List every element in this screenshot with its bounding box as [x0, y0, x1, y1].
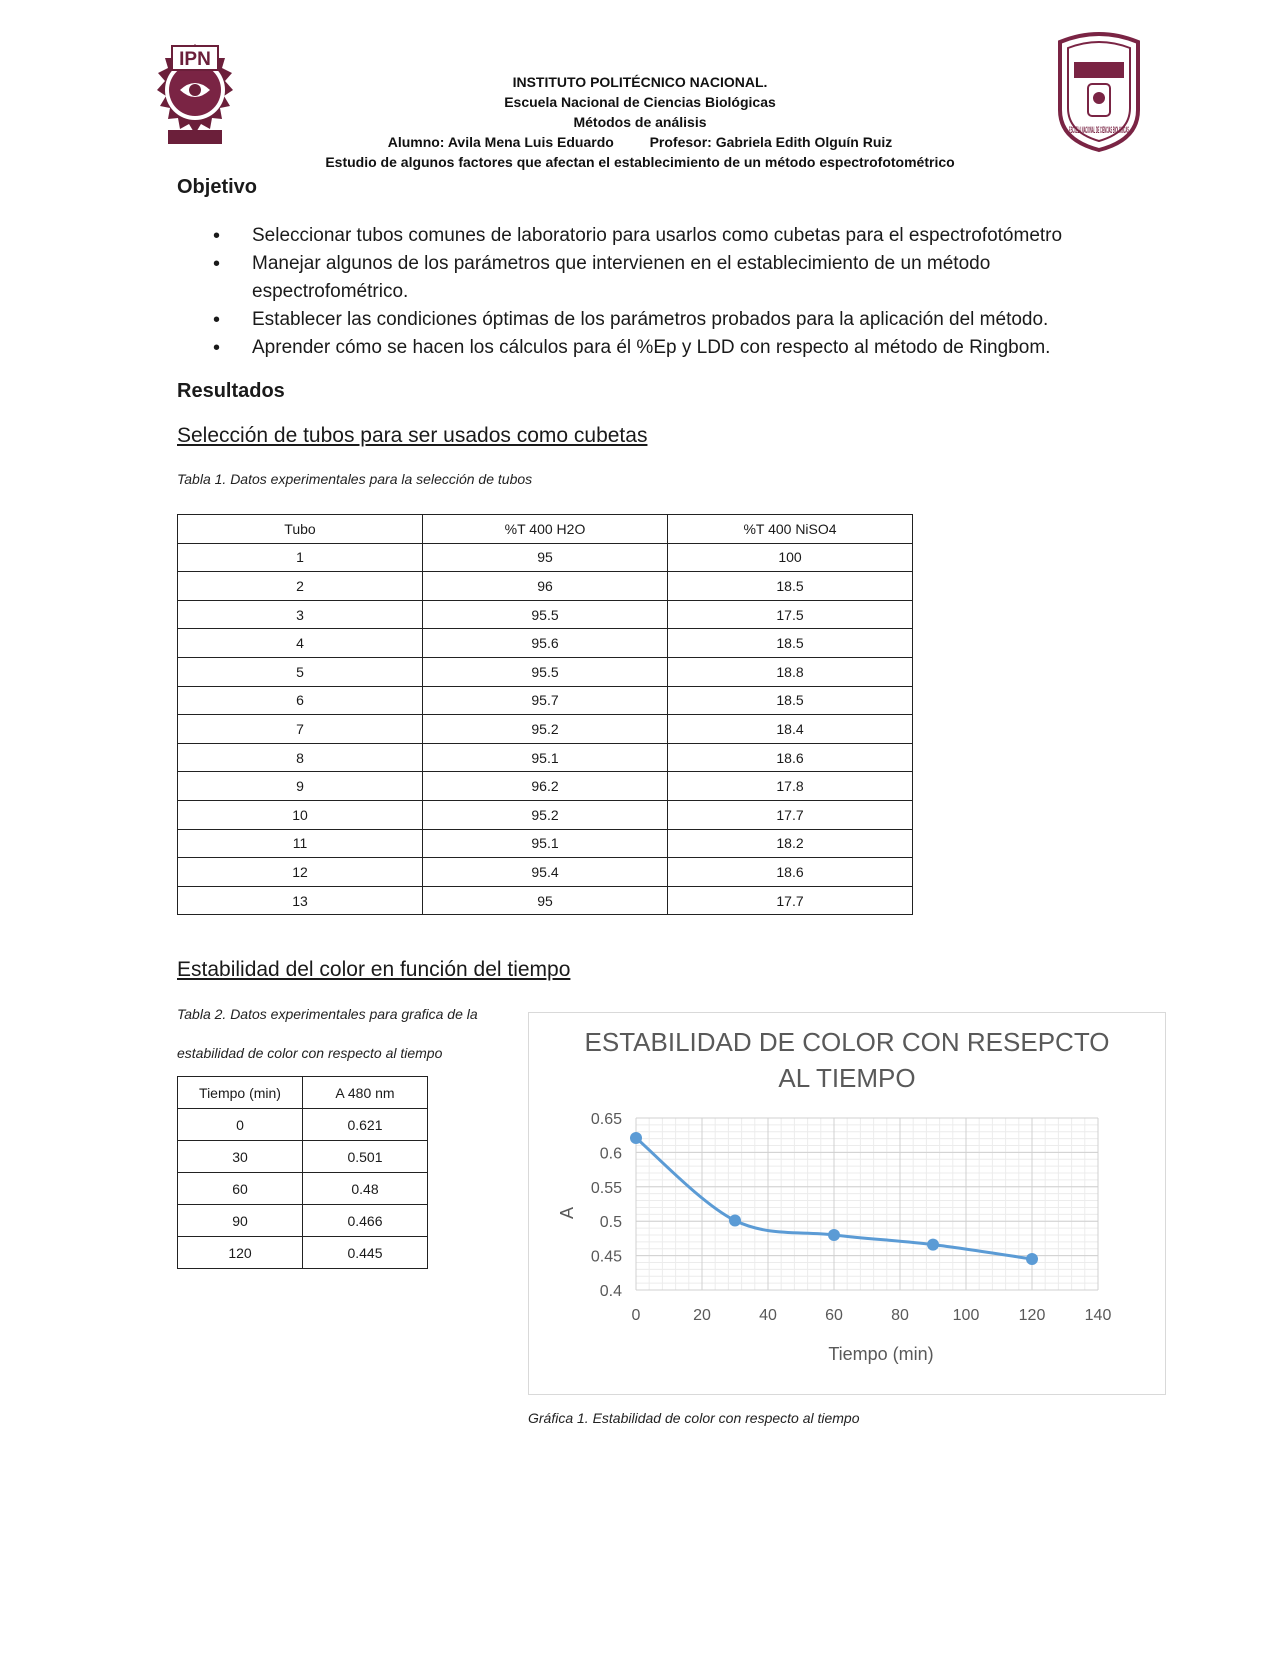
- table-cell: 8: [178, 743, 423, 772]
- logo-text: ESCUELA NACIONAL DE CIENCIAS BIOLOGICAS: [1069, 125, 1129, 135]
- table-cell: 0.445: [303, 1237, 428, 1269]
- y-tick-label: 0.65: [590, 1111, 622, 1128]
- table-cell: 95: [423, 543, 668, 572]
- data-point: [729, 1215, 741, 1227]
- y-axis-label: A: [557, 1206, 577, 1220]
- table-cell: 18.6: [668, 858, 913, 887]
- practice-topic: Estudio de algunos factores que afectan el establecimiento de un método espectrofotométrico: [325, 154, 955, 170]
- table-cell: 95.2: [423, 800, 668, 829]
- y-tick-label: 0.45: [590, 1248, 622, 1266]
- table-cell: 95.5: [423, 657, 668, 686]
- column-header: Tubo: [178, 515, 423, 544]
- table-cell: 60: [178, 1173, 303, 1205]
- x-axis-label: Tiempo (min): [828, 1344, 934, 1364]
- table-cell: 9: [178, 772, 423, 801]
- table-cell: 11: [178, 829, 423, 858]
- table-cell: 10: [178, 800, 423, 829]
- table-row: [178, 657, 913, 686]
- table-row: [178, 829, 913, 858]
- table-cell: 13: [178, 886, 423, 915]
- y-tick-label: 0.6: [599, 1145, 622, 1163]
- list-item: • Aprender cómo se hacen los cálculos para él %Ep y LDD con respecto al método de Ringbom.: [177, 334, 1097, 362]
- table-row: [178, 886, 913, 915]
- x-tick-label: 20: [693, 1307, 711, 1324]
- logo-text: IPN: [179, 49, 211, 70]
- chart-title-line2: AL TIEMPO: [778, 1063, 916, 1093]
- table-cell: 95.7: [423, 686, 668, 715]
- y-tick-label: 0.4: [599, 1283, 622, 1300]
- y-tick-label: 0.5: [599, 1214, 622, 1232]
- table2-caption-line1: Tabla 2. Datos experimentales para grafica de la: [177, 1006, 478, 1022]
- table-cell: 18.5: [668, 629, 913, 658]
- column-header: Tiempo (min): [178, 1077, 303, 1109]
- table-row: [178, 858, 913, 887]
- estabilidad-table: [177, 1076, 428, 1269]
- table-cell: 95.5: [423, 600, 668, 629]
- tubos-table: [177, 514, 913, 915]
- table-cell: 90: [178, 1205, 303, 1237]
- table-row: [178, 572, 913, 601]
- x-tick-label: 140: [1084, 1307, 1112, 1324]
- x-tick-label: 40: [759, 1307, 777, 1324]
- table-cell: 95.2: [423, 715, 668, 744]
- table-cell: 95.4: [423, 858, 668, 887]
- table-cell: 18.5: [668, 572, 913, 601]
- table-cell: 18.2: [668, 829, 913, 858]
- table-cell: 100: [668, 543, 913, 572]
- student-professor-line: [0, 134, 1280, 150]
- x-tick-label: 60: [825, 1307, 843, 1324]
- data-point: [1026, 1253, 1038, 1265]
- table2-caption-line2: estabilidad de color con respecto al tiempo: [177, 1045, 443, 1061]
- school-name: Escuela Nacional de Ciencias Biológicas: [504, 94, 776, 110]
- table-cell: 0.48: [303, 1173, 428, 1205]
- table-cell: 18.5: [668, 686, 913, 715]
- table-cell: 95.6: [423, 629, 668, 658]
- table-row: [178, 629, 913, 658]
- table-cell: 17.5: [668, 600, 913, 629]
- list-item: • Establecer las condiciones óptimas de los parámetros probados para la aplicación del método.: [177, 306, 1097, 334]
- table-cell: 0.501: [303, 1141, 428, 1173]
- institution-name: INSTITUTO POLITÉCNICO NACIONAL.: [512, 74, 768, 90]
- x-tick-label: 100: [952, 1307, 980, 1324]
- table-cell: 0: [178, 1109, 303, 1141]
- y-tick-label: 0.55: [590, 1179, 622, 1197]
- table1-caption: Tabla 1. Datos experimentales para la selección de tubos: [177, 471, 533, 487]
- table-cell: 7: [178, 715, 423, 744]
- table-cell: 96.2: [423, 772, 668, 801]
- column-header: A 480 nm: [303, 1077, 428, 1109]
- table-cell: 17.8: [668, 772, 913, 801]
- table-cell: 95.1: [423, 743, 668, 772]
- table-cell: 0.621: [303, 1109, 428, 1141]
- table-row: [178, 686, 913, 715]
- table-cell: 0.466: [303, 1205, 428, 1237]
- table-cell: 120: [178, 1237, 303, 1269]
- color-stability-chart: [528, 1012, 1166, 1395]
- table-cell: 1: [178, 543, 423, 572]
- table-cell: 5: [178, 657, 423, 686]
- table-row: [178, 1173, 428, 1205]
- chart-caption: Gráfica 1. Estabilidad de color con respecto al tiempo: [528, 1410, 860, 1426]
- table-cell: 95: [423, 886, 668, 915]
- table-cell: 18.8: [668, 657, 913, 686]
- table-header-row: [178, 1077, 428, 1109]
- table-cell: 12: [178, 858, 423, 887]
- table-row: [178, 1109, 428, 1141]
- column-header: %T 400 H2O: [423, 515, 668, 544]
- section-title-tubos: Selección de tubos para ser usados como cubetas: [177, 424, 648, 447]
- chart-plot: [529, 1013, 1165, 1394]
- table-cell: 95.1: [423, 829, 668, 858]
- table-cell: 2: [178, 572, 423, 601]
- table-row: [178, 743, 913, 772]
- table-row: [178, 1141, 428, 1173]
- table-cell: 18.4: [668, 715, 913, 744]
- table-row: [178, 543, 913, 572]
- table-cell: 4: [178, 629, 423, 658]
- data-point: [927, 1239, 939, 1251]
- student-name: Alumno: Avila Mena Luis Eduardo: [387, 134, 614, 150]
- table-cell: 17.7: [668, 886, 913, 915]
- table-cell: 3: [178, 600, 423, 629]
- course-name: Métodos de análisis: [573, 114, 707, 130]
- table-row: [178, 1237, 428, 1269]
- table-cell: 6: [178, 686, 423, 715]
- x-tick-label: 120: [1018, 1307, 1046, 1324]
- table-cell: 17.7: [668, 800, 913, 829]
- table-row: [178, 600, 913, 629]
- table-header-row: [178, 515, 913, 544]
- list-item: • Manejar algunos de los parámetros que intervienen en el establecimiento de un método espectrofométrico.: [177, 250, 1097, 306]
- objetivo-list: [177, 222, 1097, 362]
- list-item: • Seleccionar tubos comunes de laboratorio para usarlos como cubetas para el espectrofotómetro: [177, 222, 1097, 250]
- x-tick-label: 80: [891, 1307, 909, 1324]
- table-row: [178, 715, 913, 744]
- table-cell: 18.6: [668, 743, 913, 772]
- column-header: %T 400 NiSO4: [668, 515, 913, 544]
- data-point: [828, 1229, 840, 1241]
- chart-title-line1: ESTABILIDAD DE COLOR CON RESEPCTO: [584, 1027, 1110, 1057]
- data-point: [630, 1132, 642, 1144]
- table-row: [178, 1205, 428, 1237]
- x-tick-label: 0: [631, 1307, 641, 1324]
- table-row: [178, 800, 913, 829]
- table-cell: 30: [178, 1141, 303, 1173]
- section-title-estabilidad: Estabilidad del color en función del tiempo: [177, 958, 571, 981]
- table-row: [178, 772, 913, 801]
- resultados-heading: Resultados: [177, 380, 285, 402]
- objetivo-heading: Objetivo: [177, 176, 258, 198]
- table-cell: 96: [423, 572, 668, 601]
- professor-name: Profesor: Gabriela Edith Olguín Ruiz: [649, 134, 893, 150]
